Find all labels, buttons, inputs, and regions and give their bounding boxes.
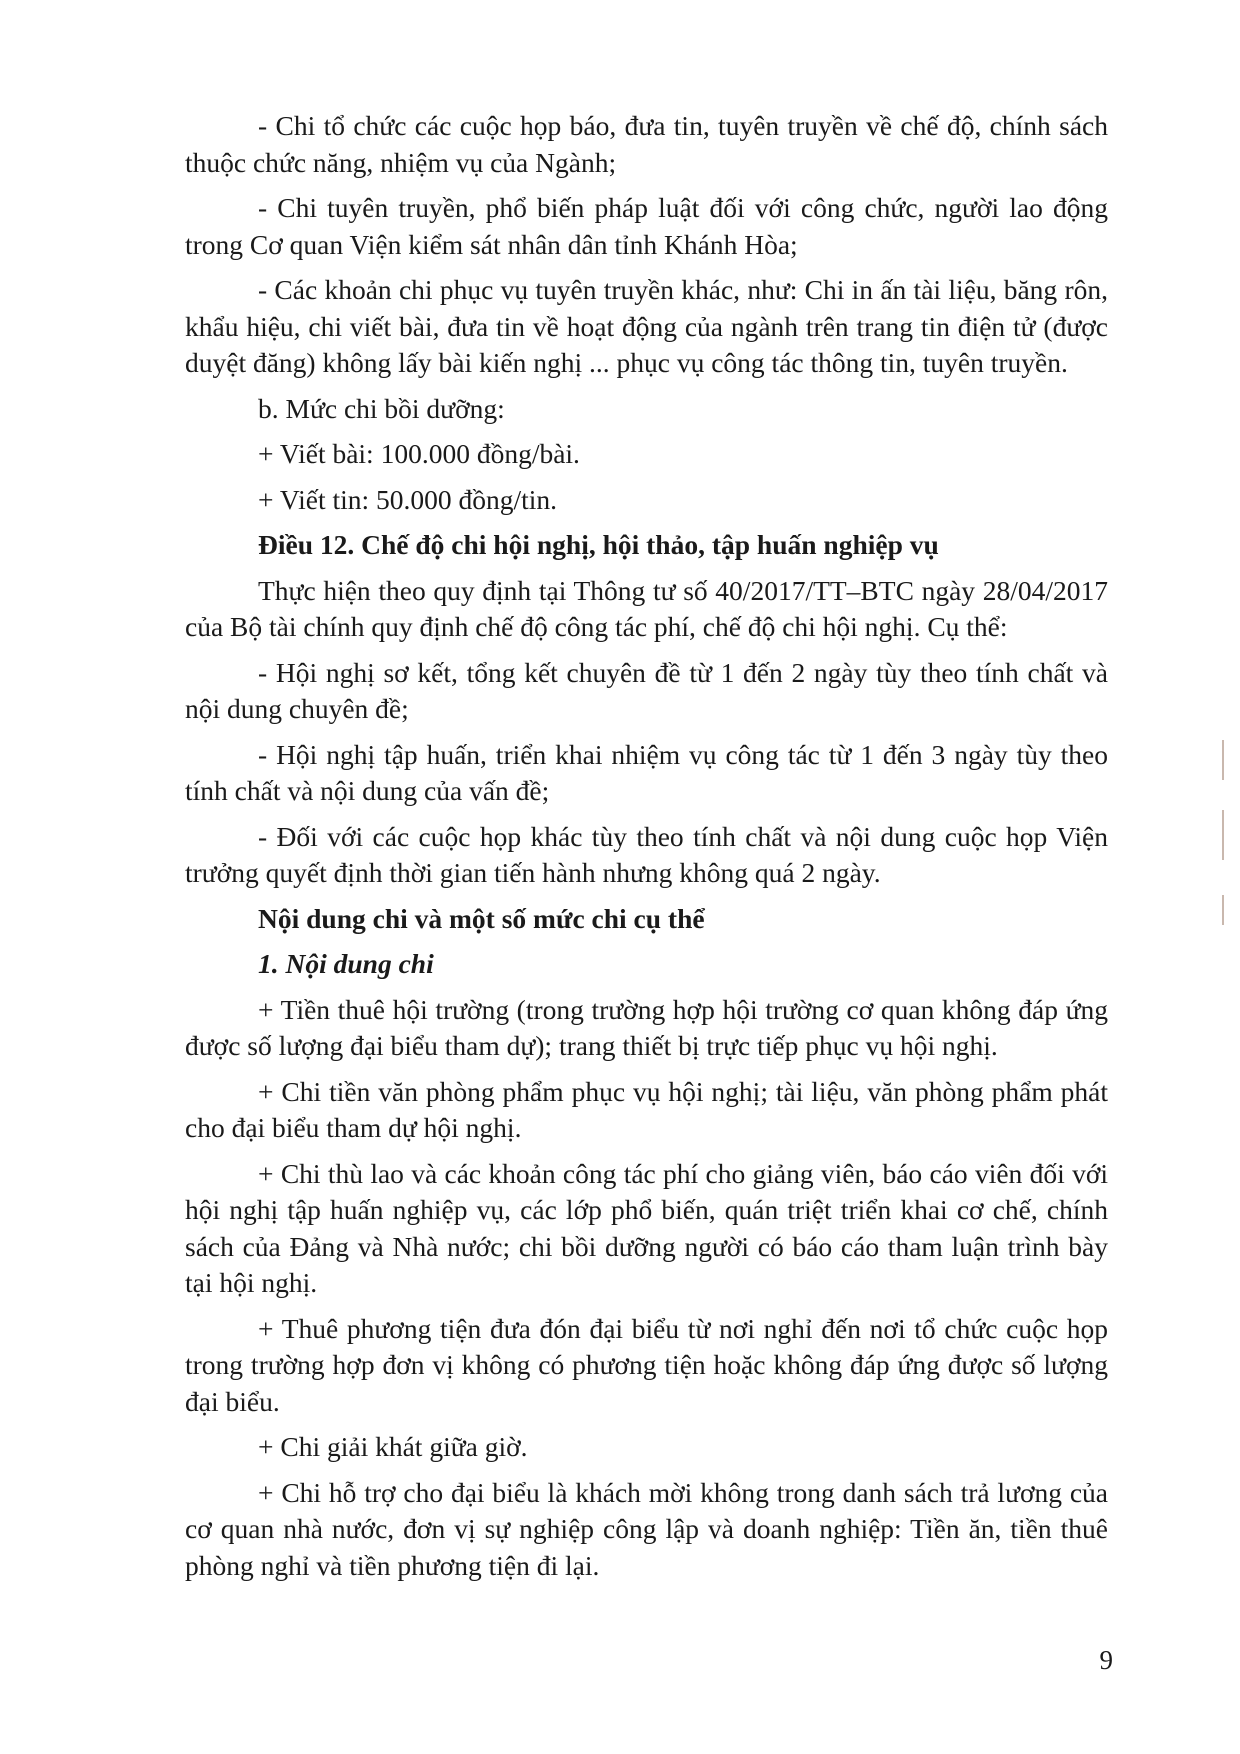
paragraph: + Chi giải khát giữa giờ.: [258, 1431, 528, 1462]
paragraph: + Chi thù lao và các khoản công tác phí cho giảng viên, báo cáo viên đối với hội nghị tập huấn nghiệp vụ, các lớp phổ biến, quán triệt triển khai cơ chế, chính sách của Đảng và Nhà nước; chi bồi dưỡng người có báo cáo tham luận trình bày tại hội nghị.: [185, 1157, 1108, 1298]
paragraph: - Chi tuyên truyền, phổ biến pháp luật đối với công chức, người lao động trong Cơ quan Viện kiểm sát nhân dân tỉnh Khánh Hòa;: [185, 192, 1108, 260]
scan-edge-mark: [1222, 810, 1224, 860]
paragraph: - Hội nghị tập huấn, triển khai nhiệm vụ công tác từ 1 đến 3 ngày tùy theo tính chất và nội dung của vấn đề;: [185, 738, 1108, 806]
paragraph: - Các khoản chi phục vụ tuyên truyền khác, như: Chi in ấn tài liệu, băng rôn, khẩu hiệu, chi viết bài, đưa tin về hoạt động của ngành trên trang tin điện tử (được duyệt đăng) không lấy bài kiến nghị ... phục vụ công tác thông tin, tuyên truyền.: [185, 274, 1108, 378]
paragraph: + Viết bài: 100.000 đồng/bài.: [258, 438, 580, 469]
article-12-heading: Điều 12. Chế độ chi hội nghị, hội thảo, tập huấn nghiệp vụ: [258, 529, 939, 560]
paragraph: + Viết tin: 50.000 đồng/tin.: [258, 483, 558, 515]
page-content: [185, 108, 1108, 1593]
paragraph: + Chi hỗ trợ cho đại biểu là khách mời không trong danh sách trả lương của cơ quan nhà nước, đơn vị sự nghiệp công lập và doanh nghiệp: Tiền ăn, tiền thuê phòng nghỉ và tiền phương tiện đi lại.: [185, 1476, 1108, 1581]
paragraph: b. Mức chi bồi dưỡng:: [258, 392, 505, 424]
paragraph: + Chi tiền văn phòng phẩm phục vụ hội nghị; tài liệu, văn phòng phẩm phát cho đại biểu tham dự hội nghị.: [185, 1075, 1108, 1143]
scan-edge-mark: [1222, 895, 1224, 925]
subsection-heading: 1. Nội dung chi: [258, 948, 434, 979]
paragraph: - Đối với các cuộc họp khác tùy theo tính chất và nội dung cuộc họp Viện trưởng quyết định thời gian tiến hành nhưng không quá 2 ngày.: [185, 820, 1108, 888]
paragraph: - Hội nghị sơ kết, tổng kết chuyên đề từ 1 đến 2 ngày tùy theo tính chất và nội dung chuyên đề;: [185, 656, 1108, 724]
paragraph: Thực hiện theo quy định tại Thông tư số 40/2017/TT–BTC ngày 28/04/2017 của Bộ tài chính quy định chế độ công tác phí, chế độ chi hội nghị. Cụ thể:: [185, 574, 1108, 642]
scan-edge-mark: [1222, 740, 1224, 780]
paragraph: + Thuê phương tiện đưa đón đại biểu từ nơi nghỉ đến nơi tổ chức cuộc họp trong trường hợp đơn vị không có phương tiện hoặc không đáp ứng được số lượng đại biểu.: [185, 1312, 1108, 1417]
page-number: 9: [1099, 1645, 1113, 1675]
paragraph: - Chi tổ chức các cuộc họp báo, đưa tin, tuyên truyền về chế độ, chính sách thuộc chức năng, nhiệm vụ của Ngành;: [185, 110, 1108, 178]
paragraph: + Tiền thuê hội trường (trong trường hợp hội trường cơ quan không đáp ứng được số lượng đại biểu tham dự); trang thiết bị trực tiếp phục vụ hội nghị.: [185, 993, 1108, 1061]
section-heading: Nội dung chi và một số mức chi cụ thể: [258, 902, 705, 934]
